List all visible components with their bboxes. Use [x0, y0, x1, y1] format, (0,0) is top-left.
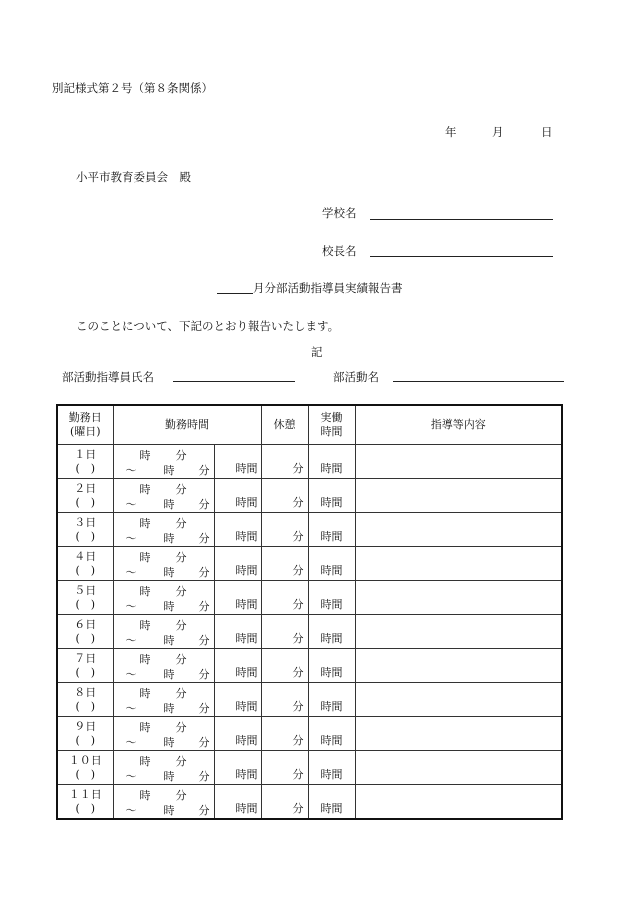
content-cell[interactable]	[355, 649, 562, 683]
actual-hours-cell[interactable]	[308, 785, 355, 820]
start-minute-unit: 分	[175, 449, 187, 462]
start-hour-unit: 時	[139, 653, 151, 666]
start-minute-unit: 分	[175, 517, 187, 530]
end-minute-unit: 分	[198, 600, 210, 613]
work-time-range-cell[interactable]	[113, 513, 214, 547]
end-hour-unit: 時	[163, 532, 175, 545]
end-minute-unit: 分	[198, 804, 210, 817]
start-minute-unit: 分	[175, 789, 187, 802]
actual-hours-cell[interactable]	[308, 547, 355, 581]
club-name-field[interactable]	[393, 381, 564, 382]
day-label: ８日	[74, 685, 97, 699]
hours-unit: 時間	[320, 496, 343, 509]
day-label: １日	[74, 447, 97, 461]
weekday-placeholder[interactable]: ( )	[75, 597, 96, 611]
minute-unit: 分	[292, 632, 304, 645]
work-date-cell	[57, 547, 113, 581]
form-number: 別記様式第２号（第８条関係）	[52, 81, 213, 95]
work-time-range-cell[interactable]	[113, 649, 214, 683]
content-cell[interactable]	[355, 445, 562, 479]
hours-unit: 時間	[235, 462, 258, 475]
end-hour-unit: 時	[163, 634, 175, 647]
hours-unit: 時間	[320, 768, 343, 781]
gross-hours-cell[interactable]	[214, 751, 261, 785]
tilde-separator: ～	[125, 804, 137, 817]
weekday-placeholder[interactable]: ( )	[75, 733, 96, 747]
break-cell[interactable]	[261, 479, 308, 513]
actual-hours-cell[interactable]	[308, 751, 355, 785]
break-cell[interactable]	[261, 785, 308, 820]
end-hour-unit: 時	[163, 702, 175, 715]
weekday-placeholder[interactable]: ( )	[75, 767, 96, 781]
break-cell[interactable]	[261, 649, 308, 683]
actual-hours-cell[interactable]	[308, 581, 355, 615]
break-cell[interactable]	[261, 717, 308, 751]
club-name-label: 部活動名	[333, 370, 379, 384]
hours-unit: 時間	[320, 632, 343, 645]
hours-unit: 時間	[235, 598, 258, 611]
table-row	[57, 547, 562, 581]
day-label: ５日	[74, 583, 97, 597]
end-minute-unit: 分	[198, 634, 210, 647]
end-hour-unit: 時	[163, 668, 175, 681]
hours-unit: 時間	[320, 666, 343, 679]
actual-hours-cell[interactable]	[308, 649, 355, 683]
work-time-range-cell[interactable]	[113, 751, 214, 785]
work-date-cell	[57, 581, 113, 615]
break-cell[interactable]	[261, 547, 308, 581]
work-date-cell	[57, 513, 113, 547]
weekday-placeholder[interactable]: ( )	[75, 495, 96, 509]
work-date-cell	[57, 479, 113, 513]
end-hour-unit: 時	[163, 464, 175, 477]
start-minute-unit: 分	[175, 755, 187, 768]
gross-hours-cell[interactable]	[214, 649, 261, 683]
start-minute-unit: 分	[175, 721, 187, 734]
tilde-separator: ～	[125, 532, 137, 545]
hours-unit: 時間	[320, 700, 343, 713]
end-minute-unit: 分	[198, 566, 210, 579]
table-row	[57, 751, 562, 785]
end-hour-unit: 時	[163, 566, 175, 579]
work-date-cell	[57, 649, 113, 683]
start-hour-unit: 時	[139, 517, 151, 530]
header-work-date-line2: (曜日)	[69, 425, 101, 438]
actual-hours-cell[interactable]	[308, 615, 355, 649]
tilde-separator: ～	[125, 566, 137, 579]
end-minute-unit: 分	[198, 498, 210, 511]
work-time-range-cell[interactable]	[113, 547, 214, 581]
table-row	[57, 717, 562, 751]
break-cell[interactable]	[261, 683, 308, 717]
break-cell[interactable]	[261, 615, 308, 649]
work-date-cell	[57, 717, 113, 751]
school-name-field[interactable]	[370, 219, 553, 220]
table-row	[57, 479, 562, 513]
gross-hours-cell[interactable]	[214, 683, 261, 717]
tilde-separator: ～	[125, 634, 137, 647]
header-break: 休憩	[261, 405, 308, 445]
weekday-placeholder[interactable]: ( )	[75, 563, 96, 577]
day-label: １０日	[68, 753, 102, 767]
hours-unit: 時間	[235, 666, 258, 679]
recipient: 小平市教育委員会 殿	[76, 170, 191, 184]
school-name-label: 学校名	[322, 206, 357, 220]
tilde-separator: ～	[125, 464, 137, 477]
weekday-placeholder[interactable]: ( )	[75, 699, 96, 713]
minute-unit: 分	[292, 496, 304, 509]
tilde-separator: ～	[125, 770, 137, 783]
weekday-placeholder[interactable]: ( )	[75, 631, 96, 645]
work-date-cell	[57, 445, 113, 479]
day-label: ７日	[74, 651, 97, 665]
hours-unit: 時間	[235, 768, 258, 781]
header-work-date-line1: 勤務日	[68, 411, 102, 424]
start-hour-unit: 時	[139, 619, 151, 632]
end-hour-unit: 時	[163, 736, 175, 749]
day-label: ２日	[74, 481, 97, 495]
work-time-range-cell[interactable]	[113, 479, 214, 513]
start-minute-unit: 分	[175, 551, 187, 564]
date-month-label: 月	[492, 125, 504, 139]
hours-unit: 時間	[320, 462, 343, 475]
header-actual-hours	[308, 405, 355, 445]
end-minute-unit: 分	[198, 736, 210, 749]
start-minute-unit: 分	[175, 585, 187, 598]
table-header-row	[57, 405, 562, 445]
hours-unit: 時間	[235, 802, 258, 815]
start-hour-unit: 時	[139, 789, 151, 802]
work-log-table	[56, 404, 563, 820]
ki-label: 記	[311, 345, 323, 359]
work-date-cell	[57, 785, 113, 820]
day-label: ９日	[74, 719, 97, 733]
table-row	[57, 513, 562, 547]
gross-hours-cell[interactable]	[214, 513, 261, 547]
break-cell[interactable]	[261, 513, 308, 547]
start-hour-unit: 時	[139, 449, 151, 462]
tilde-separator: ～	[125, 702, 137, 715]
break-cell[interactable]	[261, 751, 308, 785]
content-cell[interactable]	[355, 581, 562, 615]
content-cell[interactable]	[355, 615, 562, 649]
work-time-range-cell[interactable]	[113, 581, 214, 615]
content-cell[interactable]	[355, 479, 562, 513]
actual-hours-cell[interactable]	[308, 717, 355, 751]
date-day-label: 日	[541, 125, 553, 139]
day-label: ６日	[74, 617, 97, 631]
end-minute-unit: 分	[198, 532, 210, 545]
content-cell[interactable]	[355, 513, 562, 547]
start-hour-unit: 時	[139, 721, 151, 734]
actual-hours-cell[interactable]	[308, 513, 355, 547]
hours-unit: 時間	[320, 564, 343, 577]
hours-unit: 時間	[235, 496, 258, 509]
gross-hours-cell[interactable]	[214, 717, 261, 751]
hours-unit: 時間	[320, 802, 343, 815]
hours-unit: 時間	[320, 598, 343, 611]
actual-hours-cell[interactable]	[308, 479, 355, 513]
minute-unit: 分	[292, 462, 304, 475]
start-hour-unit: 時	[139, 755, 151, 768]
actual-hours-cell[interactable]	[308, 445, 355, 479]
minute-unit: 分	[292, 734, 304, 747]
break-cell[interactable]	[261, 445, 308, 479]
hours-unit: 時間	[235, 632, 258, 645]
minute-unit: 分	[292, 768, 304, 781]
weekday-placeholder[interactable]: ( )	[75, 529, 96, 543]
day-label: ３日	[74, 515, 97, 529]
hours-unit: 時間	[235, 700, 258, 713]
break-cell[interactable]	[261, 581, 308, 615]
table-row	[57, 683, 562, 717]
start-hour-unit: 時	[139, 585, 151, 598]
report-month-field[interactable]	[217, 293, 253, 294]
header-actual-hours-line1: 実働	[320, 411, 343, 424]
content-cell[interactable]	[355, 717, 562, 751]
header-work-time: 勤務時間	[113, 405, 261, 445]
body-text: このことについて、下記のとおり報告いたします。	[76, 319, 340, 333]
principal-name-field[interactable]	[370, 256, 553, 257]
end-hour-unit: 時	[163, 770, 175, 783]
end-minute-unit: 分	[198, 668, 210, 681]
start-minute-unit: 分	[175, 619, 187, 632]
end-hour-unit: 時	[163, 804, 175, 817]
start-hour-unit: 時	[139, 483, 151, 496]
gross-hours-cell[interactable]	[214, 479, 261, 513]
hours-unit: 時間	[235, 530, 258, 543]
minute-unit: 分	[292, 598, 304, 611]
end-minute-unit: 分	[198, 702, 210, 715]
header-content: 指導等内容	[355, 405, 562, 445]
end-hour-unit: 時	[163, 498, 175, 511]
content-cell[interactable]	[355, 683, 562, 717]
tilde-separator: ～	[125, 498, 137, 511]
hours-unit: 時間	[320, 734, 343, 747]
minute-unit: 分	[292, 802, 304, 815]
start-minute-unit: 分	[175, 653, 187, 666]
start-minute-unit: 分	[175, 687, 187, 700]
tilde-separator: ～	[125, 600, 137, 613]
date-year-label: 年	[445, 125, 457, 139]
start-hour-unit: 時	[139, 551, 151, 564]
gross-hours-cell[interactable]	[214, 445, 261, 479]
weekday-placeholder[interactable]: ( )	[75, 461, 96, 475]
end-minute-unit: 分	[198, 770, 210, 783]
content-cell[interactable]	[355, 785, 562, 820]
minute-unit: 分	[292, 530, 304, 543]
instructor-name-label: 部活動指導員氏名	[62, 370, 154, 384]
header-work-date	[57, 405, 113, 445]
table-row	[57, 615, 562, 649]
hours-unit: 時間	[235, 734, 258, 747]
tilde-separator: ～	[125, 668, 137, 681]
table-row	[57, 581, 562, 615]
tilde-separator: ～	[125, 736, 137, 749]
report-title: 月分部活動指導員実績報告書	[253, 281, 403, 295]
start-hour-unit: 時	[139, 687, 151, 700]
gross-hours-cell[interactable]	[214, 581, 261, 615]
gross-hours-cell[interactable]	[214, 547, 261, 581]
work-date-cell	[57, 683, 113, 717]
principal-name-label: 校長名	[322, 244, 357, 258]
work-date-cell	[57, 615, 113, 649]
content-cell[interactable]	[355, 751, 562, 785]
work-time-range-cell[interactable]	[113, 717, 214, 751]
table-row	[57, 785, 562, 820]
hours-unit: 時間	[320, 530, 343, 543]
minute-unit: 分	[292, 564, 304, 577]
table-row	[57, 445, 562, 479]
end-minute-unit: 分	[198, 464, 210, 477]
instructor-name-field[interactable]	[173, 381, 295, 382]
work-time-range-cell[interactable]	[113, 615, 214, 649]
minute-unit: 分	[292, 666, 304, 679]
work-time-range-cell[interactable]	[113, 683, 214, 717]
day-label: ４日	[74, 549, 97, 563]
work-time-range-cell[interactable]	[113, 785, 214, 820]
work-time-range-cell[interactable]	[113, 445, 214, 479]
work-date-cell	[57, 751, 113, 785]
gross-hours-cell[interactable]	[214, 615, 261, 649]
start-minute-unit: 分	[175, 483, 187, 496]
minute-unit: 分	[292, 700, 304, 713]
content-cell[interactable]	[355, 547, 562, 581]
actual-hours-cell[interactable]	[308, 683, 355, 717]
gross-hours-cell[interactable]	[214, 785, 261, 820]
day-label: １１日	[68, 787, 102, 801]
table-row	[57, 649, 562, 683]
end-hour-unit: 時	[163, 600, 175, 613]
header-actual-hours-line2: 時間	[320, 425, 343, 438]
weekday-placeholder[interactable]: ( )	[75, 801, 96, 815]
weekday-placeholder[interactable]: ( )	[75, 665, 96, 679]
hours-unit: 時間	[235, 564, 258, 577]
